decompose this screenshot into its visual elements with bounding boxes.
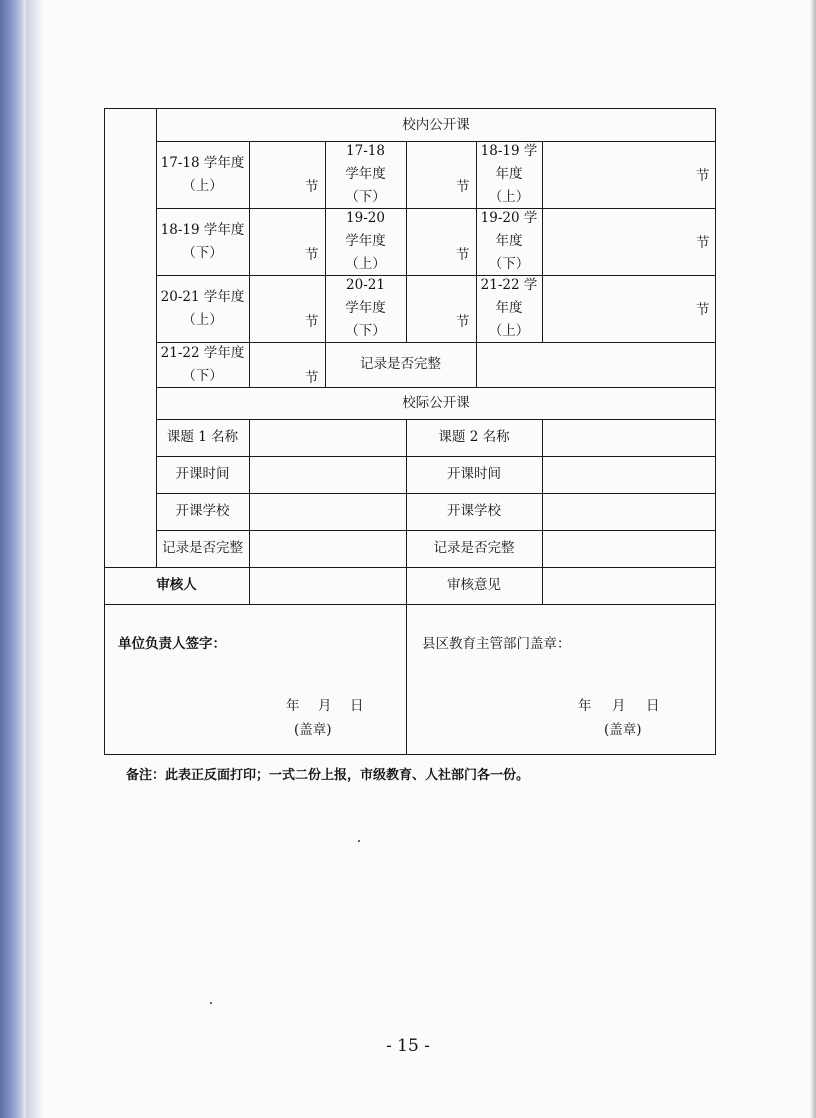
term-label: 19-20 学 年度 （下） bbox=[480, 210, 538, 272]
unit-label: 节 bbox=[456, 179, 470, 195]
date-month: 月 bbox=[612, 698, 626, 714]
unit-label: 节 bbox=[456, 314, 470, 330]
term-label: 21-22 学年度 （下） bbox=[160, 344, 245, 384]
reviewer-label: 审核人 bbox=[156, 577, 197, 594]
date-day: 日 bbox=[350, 698, 364, 714]
date-day: 日 bbox=[646, 698, 660, 714]
topic1-label: 课题 1 名称 bbox=[166, 429, 239, 446]
seal-label: (盖章) bbox=[294, 722, 332, 738]
review-opinion-label: 审核意见 bbox=[447, 577, 501, 594]
class-school-label: 开课学校 bbox=[447, 503, 501, 520]
date-year: 年 bbox=[286, 698, 300, 714]
term-label: 17-18 学年度 （上） bbox=[160, 154, 245, 194]
unit-label: 节 bbox=[696, 168, 710, 184]
county-stamp-label: 县区教育主管部门盖章： bbox=[422, 636, 571, 652]
unit-label: 节 bbox=[696, 235, 710, 251]
unit-label: 节 bbox=[305, 179, 319, 195]
unit-label: 节 bbox=[305, 314, 319, 330]
term-label: 21-22 学 年度 （上） bbox=[480, 277, 538, 339]
date-month: 月 bbox=[318, 698, 332, 714]
seal-label: (盖章) bbox=[604, 722, 642, 738]
unit-label: 节 bbox=[305, 247, 319, 263]
unit-label: 节 bbox=[696, 302, 710, 318]
topic2-label: 课题 2 名称 bbox=[438, 429, 510, 446]
term-label: 19-20 学年度 （上） bbox=[345, 210, 386, 272]
term-label: 20-21 学年度 （下） bbox=[345, 277, 386, 339]
footnote: 备注：此表正反面打印；一式二份上报，市级教育、人社部门各一份。 bbox=[126, 768, 530, 783]
unit-label: 节 bbox=[305, 370, 319, 386]
term-label: 20-21 学年度 （上） bbox=[160, 288, 245, 328]
class-time-label: 开课时间 bbox=[175, 466, 230, 483]
school-open-class-title: 校内公开课 bbox=[402, 116, 470, 133]
term-label: 18-19 学 年度 （上） bbox=[480, 143, 538, 205]
scan-speck bbox=[358, 840, 360, 842]
inter-school-open-class-title: 校际公开课 bbox=[402, 394, 470, 411]
term-label: 17-18 学年度 （下） bbox=[345, 143, 386, 205]
class-time-label: 开课时间 bbox=[447, 466, 501, 483]
date-year: 年 bbox=[578, 698, 592, 714]
unit-label: 节 bbox=[456, 247, 470, 263]
record-complete-label: 记录是否完整 bbox=[433, 540, 515, 557]
class-school-label: 开课学校 bbox=[175, 503, 230, 520]
page-number: - 15 - bbox=[386, 1036, 430, 1056]
scan-speck bbox=[210, 1002, 212, 1004]
term-label: 18-19 学年度 （下） bbox=[160, 221, 245, 261]
record-complete-label: 记录是否完整 bbox=[360, 356, 441, 373]
unit-head-signature-label: 单位负责人签字： bbox=[118, 636, 226, 652]
record-complete-label: 记录是否完整 bbox=[162, 540, 243, 557]
